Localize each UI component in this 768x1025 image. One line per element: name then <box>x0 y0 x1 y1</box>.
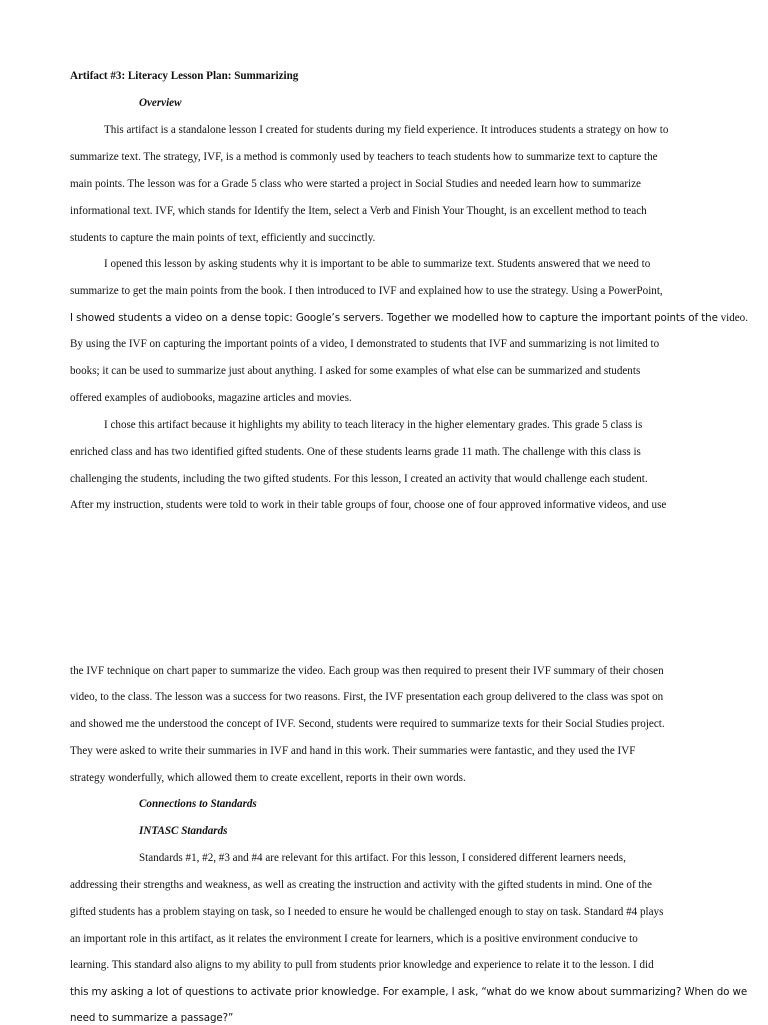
paragraph-line-sans-segment: I showed students a video on a dense topic: Google’s servers. Together we modelled how to capture the important points of the <box>70 312 718 324</box>
overview-heading: Overview <box>139 97 182 109</box>
standards-line: an important role in this artifact, as it relates the environment I create for learners, which is a positive environment conducive to <box>70 933 638 945</box>
paragraph-line: I chose this artifact because it highlights my ability to teach literacy in the higher elementary grades. This grade 5 class is <box>104 419 643 431</box>
paragraph-line: I opened this lesson by asking students why it is important to be able to summarize text. Students answered that we need to <box>104 258 651 270</box>
paragraph-line: strategy wonderfully, which allowed them to create excellent, reports in their own words. <box>70 772 466 784</box>
paragraph-line: After my instruction, students were told to work in their table groups of four, choose one of four approved informative videos, and use <box>70 499 667 511</box>
paragraph-line: challenging the students, including the two gifted students. For this lesson, I created an activity that would challenge each student. <box>70 473 648 485</box>
paragraph-line: video, to the class. The lesson was a success for two reasons. First, the IVF presentation each group delivered to the class was spot on <box>70 691 664 703</box>
standards-line: learning. This standard also aligns to my ability to pull from students prior knowledge and experience to relate it to the lesson. I did <box>70 959 654 971</box>
paragraph-line: the IVF technique on chart paper to summarize the video. Each group was then required to present their IVF summary of their chosen <box>70 665 664 677</box>
paragraph-line-serif-segment: video. <box>717 312 749 324</box>
paragraph-line: offered examples of audiobooks, magazine articles and movies. <box>70 392 352 404</box>
overview-line: main points. The lesson was for a Grade 5 class who were started a project in Social Studies and needed learn how to summarize <box>70 178 641 190</box>
paragraph-line: enriched class and has two identified gifted students. One of these students learns grade 11 math. The challenge with this class is <box>70 446 641 458</box>
connections-heading: Connections to Standards <box>139 798 257 810</box>
standards-line: Standards #1, #2, #3 and #4 are relevant for this artifact. For this lesson, I considered different learners needs, <box>139 852 626 864</box>
paragraph-line: By using the IVF on capturing the important points of a video, I demonstrated to students that IVF and summarizing is not limited to <box>70 338 660 350</box>
standards-line: this my asking a lot of questions to activate prior knowledge. For example, I ask, “what do we know about summarizing? When do we <box>70 986 748 998</box>
paragraph-line: They were asked to write their summaries in IVF and hand in this work. Their summaries were fantastic, and they used the IVF <box>70 745 636 757</box>
paragraph-line: books; it can be used to summarize just about anything. I asked for some examples of what else can be summarized and students <box>70 365 641 377</box>
paragraph-line <box>70 311 748 325</box>
paragraph-line: summarize to get the main points from the book. I then introduced to IVF and explained how to use the strategy. Using a PowerPoint, <box>70 285 663 297</box>
intasc-heading: INTASC Standards <box>139 825 228 837</box>
overview-line: students to capture the main points of text, efficiently and succinctly. <box>70 232 376 244</box>
overview-line: informational text. IVF, which stands for Identify the Item, select a Verb and Finish Your Thought, is an excellent method to teach <box>70 205 647 217</box>
standards-line: need to summarize a passage?” <box>70 1012 234 1024</box>
standards-line: gifted students has a problem staying on task, so I needed to ensure he would be challenged enough to stay on task. Standard #4 plays <box>70 906 664 918</box>
overview-line: summarize text. The strategy, IVF, is a method is commonly used by teachers to teach students how to summarize text to capture the <box>70 151 658 163</box>
document-title: Artifact #3: Literacy Lesson Plan: Summarizing <box>70 70 299 82</box>
paragraph-line: and showed me the understood the concept of IVF. Second, students were required to summarize texts for their Social Studies project. <box>70 718 665 730</box>
standards-line: addressing their strengths and weakness, as well as creating the instruction and activity with the gifted students in mind. One of the <box>70 879 652 891</box>
overview-line: This artifact is a standalone lesson I created for students during my field experience. It introduces students a strategy on how to <box>104 124 669 136</box>
